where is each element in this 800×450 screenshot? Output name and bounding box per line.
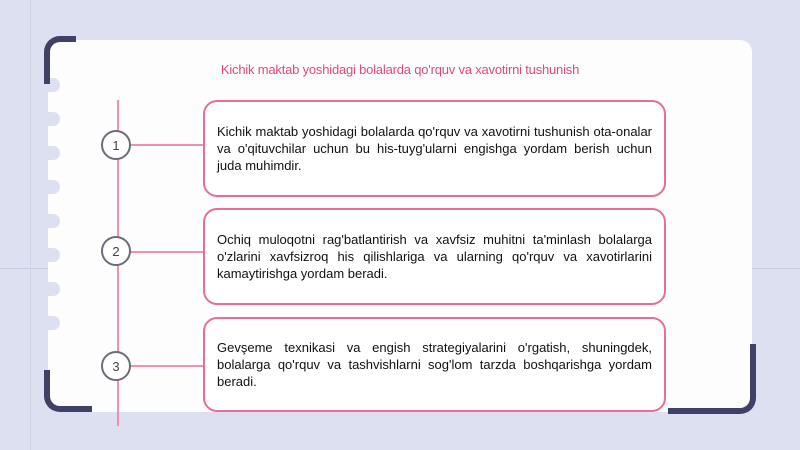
- notebook-notch: [42, 214, 60, 228]
- frame-corner-bottom-right: [668, 344, 756, 414]
- notebook-notch: [42, 180, 60, 194]
- step-box-3: [203, 317, 666, 412]
- slide-title: Kichik maktab yoshidagi bolalarda qo'rquv va xavotirni tushunish: [220, 62, 580, 77]
- step-number-3: 3: [101, 351, 131, 381]
- notebook-notch: [42, 316, 60, 330]
- step-number-2: 2: [101, 236, 131, 266]
- notebook-notch: [42, 112, 60, 126]
- step-number-1: 1: [101, 130, 131, 160]
- step-text-1: Kichik maktab yoshidagi bolalarda qo'rquv va xavotirni tushunish ota-onalar va o'qituvchilar uchun bu his-tuyg'ularni engishga yordam berish uchun juda muhimdir.: [217, 124, 652, 173]
- step-text-3: Gevşeme texnikasi va engish strategiyalarini o'rgatish, shuningdek, bolalarga qo'rquv va tashvishlarni sog'lom tarzda boshqarishga yordam beradi.: [217, 340, 652, 389]
- step-text-2: Ochiq muloqotni rag'batlantirish va xavfsiz muhitni ta'minlash bolalarga o'zlarini xavfsizroq his qilishlariga va ularning qo'rquv va xavotirlarini kamaytirishga yordam beradi.: [217, 232, 652, 281]
- step-box-1: [203, 100, 666, 197]
- notebook-notch: [42, 282, 60, 296]
- frame-corner-bottom-left: [44, 370, 92, 412]
- step-box-2: [203, 208, 666, 305]
- notebook-notch: [42, 248, 60, 262]
- notebook-notch: [42, 146, 60, 160]
